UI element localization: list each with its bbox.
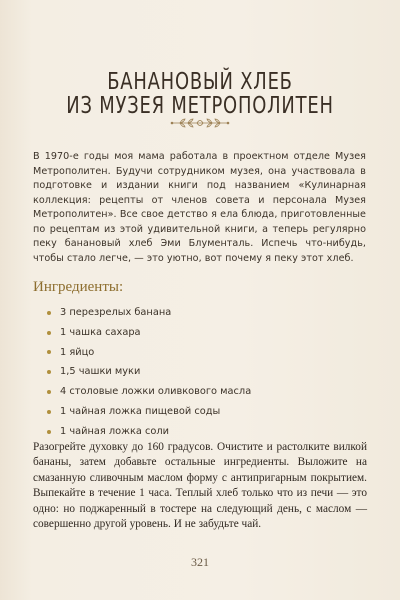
list-item bbox=[47, 303, 251, 323]
page-number: 321 bbox=[191, 555, 209, 569]
leaf-divider-icon bbox=[0, 115, 400, 131]
list-item bbox=[47, 323, 251, 343]
bullet-icon bbox=[47, 311, 51, 315]
bullet-icon bbox=[47, 430, 51, 434]
bullet-icon bbox=[47, 410, 51, 414]
ingredient-text: 1 чайная ложка соли bbox=[60, 425, 170, 437]
ingredient-text: 3 перезрелых банана bbox=[60, 307, 172, 318]
list-item bbox=[47, 422, 251, 442]
bullet-icon bbox=[47, 390, 51, 394]
list-item bbox=[47, 382, 251, 402]
recipe-directions: Разогрейте духовку до 160 градусов. Очистите и растолките вилкой бананы, затем добавьте остальные ингредиенты. Выложите на смазанную сливочным маслом форму с антипригарным покрытием. Выпекайте в течение 1 часа. Теплый хлеб только что из печи — это одно: но поджаренный в тостере на следующий день, с маслом — совершенно другой уровень. И не забудьте чай. bbox=[33, 441, 367, 531]
list-item bbox=[47, 362, 251, 382]
bullet-icon bbox=[47, 350, 51, 354]
recipe-title-line-2: ИЗ МУЗЕЯ МЕТРОПОЛИТЕН bbox=[66, 93, 334, 119]
bullet-icon bbox=[47, 370, 51, 374]
ingredient-text: 1 чайная ложка пищевой соды bbox=[60, 405, 221, 417]
leaf-sprig-icon bbox=[168, 115, 232, 131]
bullet-icon bbox=[47, 331, 51, 335]
ingredient-text: 1 яйцо bbox=[60, 346, 95, 358]
recipe-intro: В 1970-е годы моя мама работала в проектном отделе Музея Метрополитен. Будучи сотрудником музея, она участвовала в подготовке и издании книги под названием «Кулинарная коллекция: рецепты от членов совета и персонала Музея Метрополитен». Все свое детство я ела блюда, приготовленные по рецептам из этой удивительной книги, а теперь регулярно пеку банановый хлеб Эми Блументаль. Испечь что-нибудь, чтобы стало легче, — это уютно, вот почему я пеку этот хлеб. bbox=[33, 151, 366, 264]
ingredient-text: 1,5 чашки муки bbox=[60, 366, 141, 378]
ingredient-text: 1 чашка сахара bbox=[60, 326, 141, 338]
recipe-title-line-1: БАНАНОВЫЙ ХЛЕБ bbox=[107, 69, 293, 95]
ingredients-list bbox=[47, 303, 251, 442]
ingredients-heading: Ингредиенты: bbox=[33, 279, 124, 295]
list-item bbox=[47, 402, 251, 422]
ingredient-text: 4 столовые ложки оливкового масла bbox=[60, 386, 252, 398]
list-item bbox=[47, 343, 251, 363]
